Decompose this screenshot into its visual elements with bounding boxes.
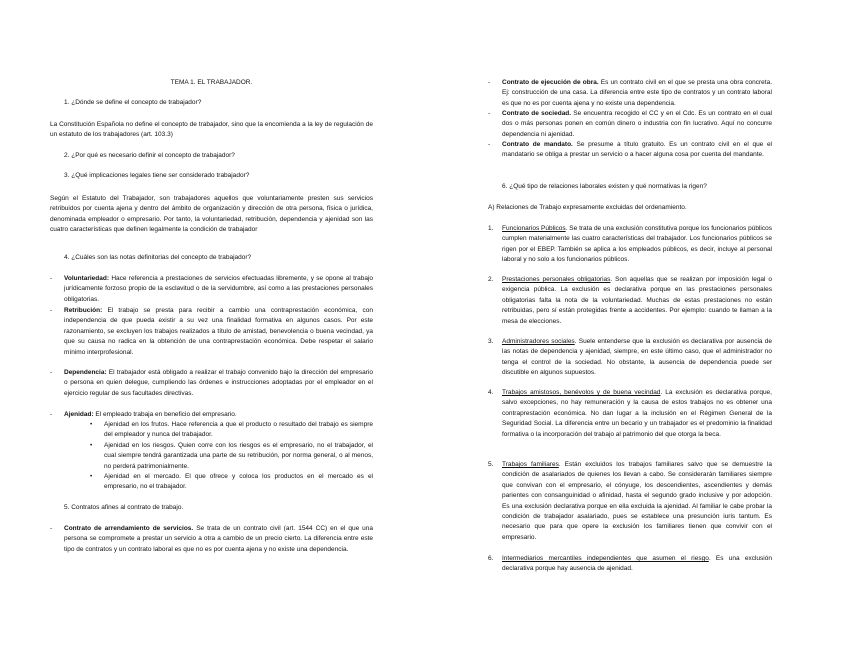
question-6: 6. ¿Qué tipo de relaciones laborales existen y qué normativas la rigen? [502,183,707,190]
question-2: 2. ¿Por qué es necesario definir el concepto de trabajador? [64,152,235,159]
exclusion-administradores [488,337,772,379]
exclusion-number: 5. [488,461,494,468]
contract-ejecucion-obra [488,78,772,109]
exclusion-title: Funcionarios Públicos [502,225,566,232]
exclusion-trabajos-familiares [488,460,772,543]
note-text: Hace referencia a prestaciones de servicios efectuadas libremente, y se opone al trabajo jurídicamente forzoso propio de la esclavitud o de la servidumbre, así como a las prestaciones personales obligatorias. [64,275,373,303]
exclusion-number: 4. [488,389,494,396]
contract-text: Se trata de un contrato civil (art. 1544 CC) en el que una persona se compromete a prestar un servicio a otra a cambio de un precio cierto. La diferencia entre este tipo de contratos y un contrato laboral es que no es por cuenta ajena y no existe una dependencia. [64,525,373,553]
question-4: 4. ¿Cuáles son las notas definitorias del concepto de trabajador? [64,254,252,261]
question-1: 1. ¿Dónde se define el concepto de trabajador? [64,99,202,106]
exclusion-number: 6. [488,555,494,562]
contract-arrendamiento [50,524,373,555]
exclusion-title: Trabajos amistosos, benévolos y de buena vecindad [502,389,661,396]
note-label: Ajenidad: [64,411,94,418]
exclusion-title: Intermediarios mercantiles independientes que asumen el riesgo [502,555,709,562]
note-label: Retribución: [64,307,103,314]
exclusion-number: 1. [488,225,494,232]
contract-mandato [488,140,772,161]
contract-text: Se presume a título gratuito. Es un contrato civil en el que el mandatario se obliga a prestar un servicio o a hacer alguna cosa por cuenta del mandante. [502,141,772,159]
exclusion-number: 3. [488,338,494,345]
contract-label: Contrato de sociedad. [502,110,572,117]
question-3: 3. ¿Qué implicaciones legales tiene ser considerado trabajador? [64,172,250,179]
exclusion-text: . Es una exclusión declarativa porque hay ausencia de ajenidad. [502,555,772,573]
note-voluntariedad [50,274,373,305]
question-5: 5. Contratos afines al contrato de trabajo. [64,504,184,511]
ajenidad-frutos: • Ajenidad en los frutos. Hace referencia a que el producto o resultado del trabajo es siempre del empleador y nunca del trabajador. [50,420,373,441]
contract-sociedad [488,109,772,140]
exclusion-intermediarios [488,554,772,575]
note-ajenidad [50,410,373,420]
exclusion-text: . Están excluidos los trabajos familiares salvo que se demuestre la condición de asalariados de quienes los llevan a cabo. Se considerarán familiares siempre que convivan con el empresario, el cónyuge, los descendientes, ascendientes y demás parientes con consanguinidad o afinidad, hasta el segundo grado inclusive y por adopción. Es una exclusión declarativa porque en ella excluida la ajenidad. Al familiar le cabe probar la condición de trabajador asalariado, pues se establece una presunción iuris tantum. Es necesario que para que opere la exclusión los familiares tienen que convivir con el empresario. [502,461,773,541]
note-label: Voluntariedad: [64,275,110,282]
ajenidad-riesgos: • Ajenidad en los riesgos. Quien corre con los riesgos es el empresario, no el trabajador, el cual siempre tendrá garantizada una parte de su retribución, por norma general, o al menos, no perderá patrimonialmente. [50,441,373,472]
exclusion-number: 2. [488,276,494,283]
answer-3: Según el Estatuto del Trabajador, son trabajadores aquellos que voluntariamente presten sus servicios retribuidos por cuenta ajena y dentro del ámbito de organización y dirección de otra persona, física o jurídica, denominada empleador o empresario. Por tanto, la voluntariedad, retribución, dependencia y ajenidad son las cuatro características que definen legalmente la condición de trabajador [50,195,373,234]
exclusion-title: Trabajos familiares [502,461,559,468]
exclusion-text: . Suele entenderse que la exclusión es declarativa por ausencia de las notas de dependencia y ajenidad, siempre, en este último caso, que el administrador no tenga el control de la sociedad. No obstante, la ausencia de dependencia puede ser discutible en algunos supuestos. [502,338,772,377]
note-text: El trabajo se presta para recibir a cambio una contraprestación económica, con independencia de que pueda existir a su vez una finalidad formativa en algunos casos. Por este razonamiento, se excluyen los trabajos realizados a título de amistad, benevolencia o buena vecindad, ya que su causa no radica en la obtención de una contraprestación económica. Debe respetar el salario mínimo interprofesional. [64,307,373,356]
exclusion-prestaciones [488,275,772,327]
contract-label: Contrato de mandato. [502,141,573,148]
exclusion-title: Administradores sociales [502,338,575,345]
exclusion-title: Prestaciones personales obligatorias [502,276,611,283]
exclusion-funcionarios [488,224,772,266]
exclusion-trabajos-amistosos [488,388,772,440]
ajenidad-mercado: • Ajenidad en el mercado. El que ofrece y coloca los productos en el mercado es el empresario, no el trabajador. [50,472,373,493]
contract-text: Se encuentra recogido el CC y en el Cdc. Es un contrato en el cual dos o más personas ponen en común dinero o industria con fin lucrativo. Aquí no concurre dependencia ni ajenidad. [502,110,773,138]
document-title: TEMA 1. EL TRABAJADOR. [170,79,253,86]
answer-1: La Constitución Española no define el concepto de trabajador, sino que la encomienda a la ley de regulación de un estatuto de los trabajadores (art. 103.3) [50,121,373,139]
contract-label: Contrato de arrendamiento de servicios. [64,525,194,532]
note-label: Dependencia: [64,369,107,376]
note-retribucion [50,306,373,358]
contract-label: Contrato de ejecución de obra. [502,79,599,86]
section-a-heading: A) Relaciones de Trabajo expresamente excluidas del ordenamiento. [488,204,687,211]
exclusion-text: . La exclusión es declarativa porque, salvo excepciones, no hay remuneración y la causa de estos trabajos no es obtener una contraprestación económica. No dan lugar a la inclusión en el Régimen General de la Seguridad Social. La diferencia entre un becario y un trabajador es el predominio la finalidad formativa o la incorporación del trabajo al patrimonio del que otorga la beca. [502,389,772,438]
exclusion-text: . Son aquellas que se realizan por imposición legal o exigencia pública. La exclusión es declarativa porque en las prestaciones personales obligatorias falta la nota de la voluntariedad. Muchas de estas prestaciones no están retribuidas, pero sí están protegidas frente a accidentes. Por ejemplo: cuando te llaman a la mesa de elecciones. [502,276,772,325]
exclusion-text: . Se trata de una exclusión constitutiva porque los funcionarios públicos cumplen materialmente las cuatro características del trabajador. Los funcionarios públicos se rigen por el EBEP. También se aplica a los empleados públicos, es decir, incluye al personal laboral y no solo a los funcionarios públicos. [502,225,772,264]
contract-text: Es un contrato civil en el que se presta una obra concreta. Ej: construcción de una casa. La diferencia entre este tipo de contratos y un contrato laboral es que no es por cuenta ajena y no existe una dependencia. [502,79,772,107]
note-text: El trabajador está obligado a realizar el trabajo convenido bajo la dirección del empresario o persona en quien delegue, cumpliendo las órdenes e instrucciones adoptadas por el empleador en el ejercicio regular de sus facultades directivas. [64,369,373,397]
note-dependencia [50,368,373,399]
note-text: El empleado trabaja en beneficio del empresario. [93,411,237,418]
